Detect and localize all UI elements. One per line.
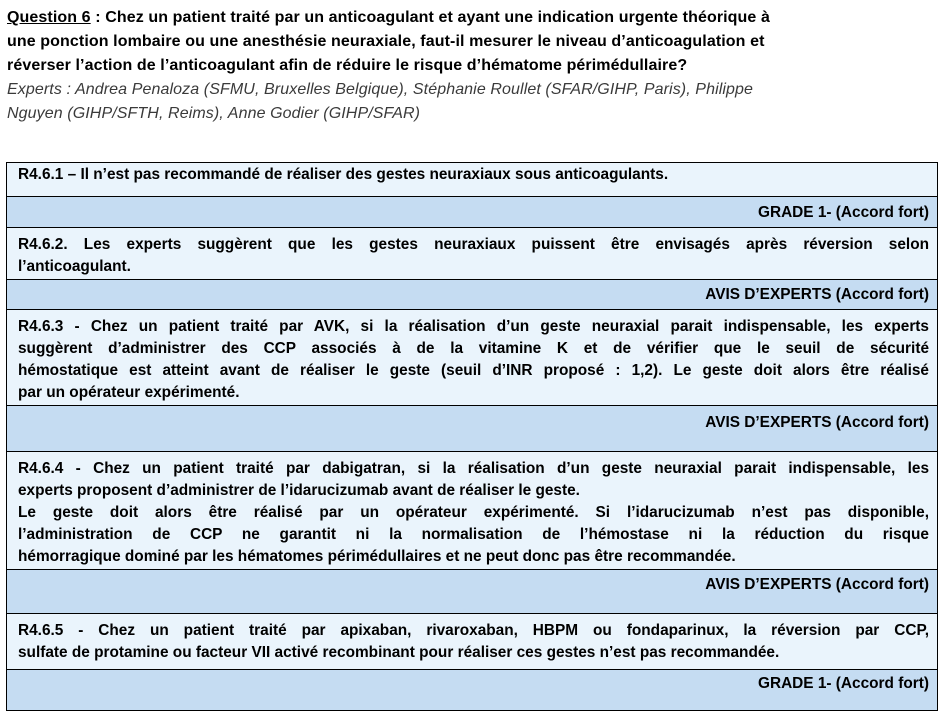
recommendation-line: sulfate de protamine ou facteur VII activé recombinant pour réaliser ces gestes n’est pas recommandée.: [18, 644, 780, 661]
question-line-1: [7, 6, 937, 30]
recommendation-r4-6-4: [7, 452, 937, 570]
question-label: Question 6: [7, 9, 91, 26]
recommendation-line: par un opérateur expérimenté.: [18, 384, 240, 401]
question-line-3: réverser l’action de l’anticoagulant afin de réduire le risque d’hématome périmédullaire?: [7, 57, 688, 74]
question-line-2: une ponction lombaire ou une anesthésie neuraxiale, faut-il mesurer le niveau d’anticoagulation et: [7, 33, 765, 50]
question-block: [7, 6, 937, 126]
recommendation-line: hémostatique est atteint avant de réaliser le geste (seuil d’INR proposé : 1,2). Le geste doit alors être réalisé: [18, 362, 929, 379]
grade-row-r4-6-2: AVIS D’EXPERTS (Accord fort): [7, 280, 937, 310]
recommendation-r4-6-5: [7, 614, 937, 670]
question-text-start: : Chez un patient traité par un anticoagulant et ayant une indication urgente théorique à: [90, 9, 770, 26]
grade-row-r4-6-5: GRADE 1- (Accord fort): [7, 670, 937, 710]
recommendation-line: suggèrent d’administrer des CCP associés à de la vitamine K et de vérifier que le seuil de sécurité: [18, 340, 929, 357]
experts-line-2: Nguyen (GIHP/SFTH, Reims), Anne Godier (GIHP/SFAR): [7, 105, 421, 122]
recommendation-line: R4.6.4 - Chez un patient traité par dabigatran, si la réalisation d’un geste neuraxial parait indispensable, les: [18, 460, 929, 477]
grade-row-r4-6-4: AVIS D’EXPERTS (Accord fort): [7, 570, 937, 614]
grade-row-r4-6-1: GRADE 1- (Accord fort): [7, 197, 937, 228]
recommendation-r4-6-1: [7, 163, 937, 197]
recommendation-line: Le geste doit alors être réalisé par un opérateur expérimenté. Si l’idarucizumab n’est pas disponible,: [18, 504, 929, 521]
grade-row-r4-6-3: AVIS D’EXPERTS (Accord fort): [7, 406, 937, 452]
recommendation-line: R4.6.1 – Il n’est pas recommandé de réaliser des gestes neuraxiaux sous anticoagulants.: [18, 166, 669, 183]
recommendation-line: experts proposent d’administrer de l’idarucizumab avant de réaliser le geste.: [18, 482, 580, 499]
recommendation-r4-6-2: [7, 228, 937, 280]
recommendations-table: [6, 162, 938, 711]
experts-line-1: Experts : Andrea Penaloza (SFMU, Bruxelles Belgique), Stéphanie Roullet (SFAR/GIHP, Paris), Philippe: [7, 81, 754, 98]
recommendation-line: hémorragique dominé par les hématomes périmédullaires et ne peut donc pas être recommandée.: [18, 548, 736, 565]
recommendation-r4-6-3: [7, 310, 937, 406]
recommendation-line: l’administration de CCP ne garantit ni la normalisation de l’hémostase ni la réduction du risque: [18, 526, 929, 543]
recommendation-line: R4.6.5 - Chez un patient traité par apixaban, rivaroxaban, HBPM ou fondaparinux, la réversion par CCP,: [18, 622, 929, 639]
recommendation-line: l’anticoagulant.: [18, 258, 131, 275]
recommendation-line: R4.6.2. Les experts suggèrent que les gestes neuraxiaux puissent être envisagés après réversion selon: [18, 236, 929, 253]
recommendation-line: R4.6.3 - Chez un patient traité par AVK, si la réalisation d’un geste neuraxial parait indispensable, les experts: [18, 318, 929, 335]
